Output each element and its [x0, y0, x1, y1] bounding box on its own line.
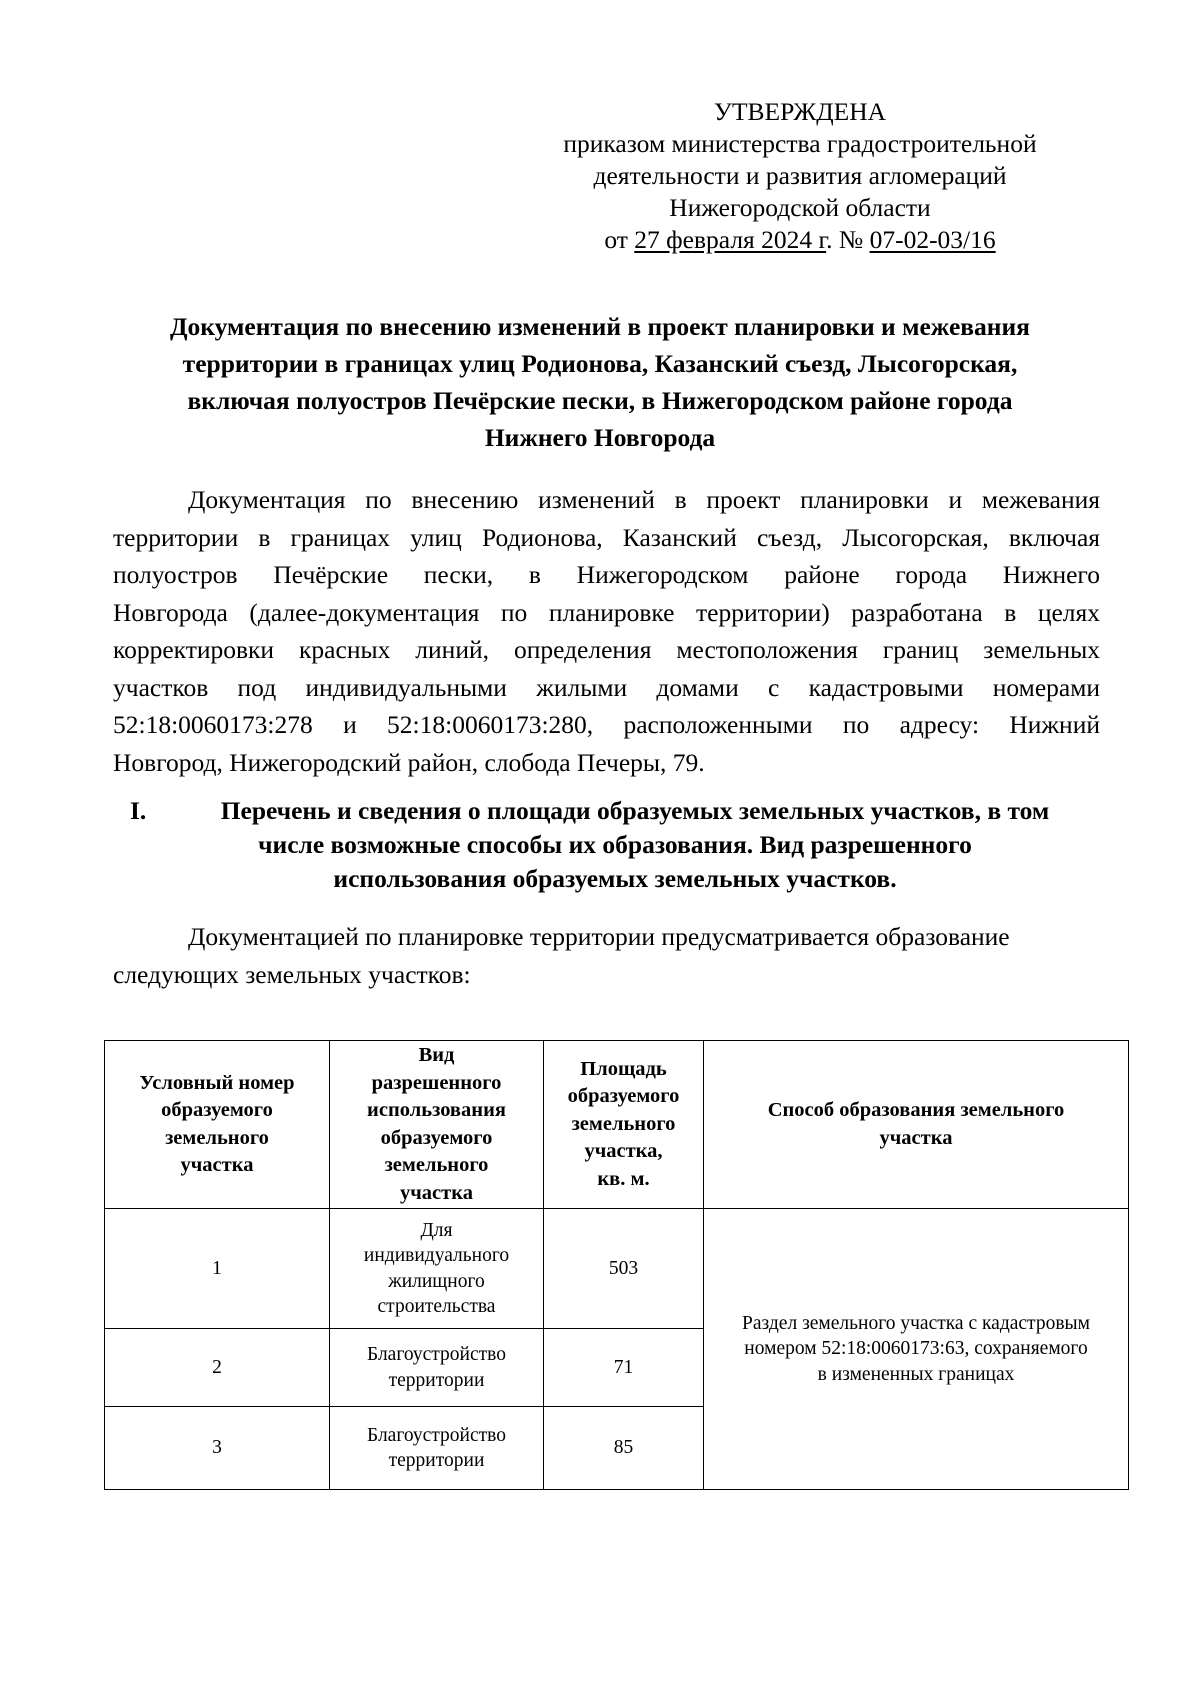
approval-heading: УТВЕРЖДЕНА	[713, 97, 887, 126]
header-formation-method: Способ образования земельного участка	[704, 1041, 1129, 1209]
approval-number: 07-02-03/16	[869, 225, 996, 254]
permitted-use-cell: Благоустройство территории	[330, 1407, 544, 1490]
document-title	[115, 308, 1085, 456]
title-line: территории в границах улиц Родионова, Казанский съезд, Лысогорская,	[182, 349, 1018, 378]
title-line: Нижнего Новгорода	[484, 423, 716, 452]
header-permitted-use: Вид разрешенного использования образуемого земельного участка	[330, 1041, 544, 1209]
section-heading-line: числе возможные способы их образования. Вид разрешенного	[258, 830, 972, 859]
paragraph-line: корректировки красных линий, определения местоположения границ земельных	[113, 635, 1100, 664]
section-heading-line: Перечень и сведения о площади образуемых земельных участков, в том	[220, 796, 1050, 825]
date-prefix: от	[604, 225, 635, 254]
intro-paragraph	[113, 481, 1100, 781]
permitted-use-cell: Благоустройство территории	[330, 1329, 544, 1407]
area-cell: 71	[544, 1329, 704, 1407]
paragraph-line: Новгорода (далее-документация по планировке территории) разработана в целях	[113, 597, 1100, 627]
paragraph-line: территории в границах улиц Родионова, Казанский съезд, Лысогорская, включая	[113, 522, 1100, 552]
paragraph-line: следующих земельных участков:	[113, 959, 471, 989]
title-line: включая полуостров Печёрские пески, в Нижегородском районе города	[187, 386, 1013, 415]
section-heading	[130, 794, 1100, 896]
plot-number-cell: 1	[105, 1209, 330, 1329]
paragraph-line: Новгород, Нижегородский район, слобода Печеры, 79.	[113, 747, 705, 777]
approval-line: приказом министерства градостроительной	[563, 129, 1037, 158]
paragraph-line: полуостров Печёрские пески, в Нижегородском районе города Нижнего	[113, 560, 1100, 589]
approval-date: 27 февраля 2024 г	[634, 225, 827, 254]
title-line: Документация по внесению изменений в проект планировки и межевания	[170, 312, 1030, 341]
formation-method-cell: Раздел земельного участка с кадастровым номером 52:18:0060173:63, сохраняемого в измененных границах	[704, 1209, 1129, 1490]
area-cell: 85	[544, 1407, 704, 1490]
approval-line: деятельности и развития агломераций	[593, 161, 1007, 190]
section-number: I.	[130, 796, 147, 825]
approval-line: Нижегородской области	[669, 193, 931, 222]
approval-date-line	[520, 224, 1080, 256]
header-plot-number: Условный номер образуемого земельного участка	[105, 1041, 330, 1209]
list-intro-paragraph	[113, 918, 1100, 993]
table-row	[105, 1209, 1129, 1329]
section-heading-line: использования образуемых земельных участков.	[333, 864, 897, 893]
paragraph-line: Документация по внесению изменений в проект планировки и межевания	[188, 485, 1100, 514]
header-area: Площадь образуемого земельного участка, кв. м.	[544, 1041, 704, 1209]
number-prefix: . №	[826, 225, 870, 254]
land-plots-table	[104, 1040, 1129, 1490]
permitted-use-cell: Для индивидуального жилищного строительства	[330, 1209, 544, 1329]
paragraph-line: 52:18:0060173:278 и 52:18:0060173:280, расположенными по адресу: Нижний	[113, 710, 1100, 739]
paragraph-line: участков под индивидуальными жилыми домами с кадастровыми номерами	[113, 672, 1100, 702]
area-cell: 503	[544, 1209, 704, 1329]
table-header-row	[105, 1041, 1129, 1209]
plot-number-cell: 3	[105, 1407, 330, 1490]
plot-number-cell: 2	[105, 1329, 330, 1407]
approval-stamp	[520, 96, 1080, 256]
paragraph-line: Документацией по планировке территории предусматривается образование	[188, 922, 1010, 951]
